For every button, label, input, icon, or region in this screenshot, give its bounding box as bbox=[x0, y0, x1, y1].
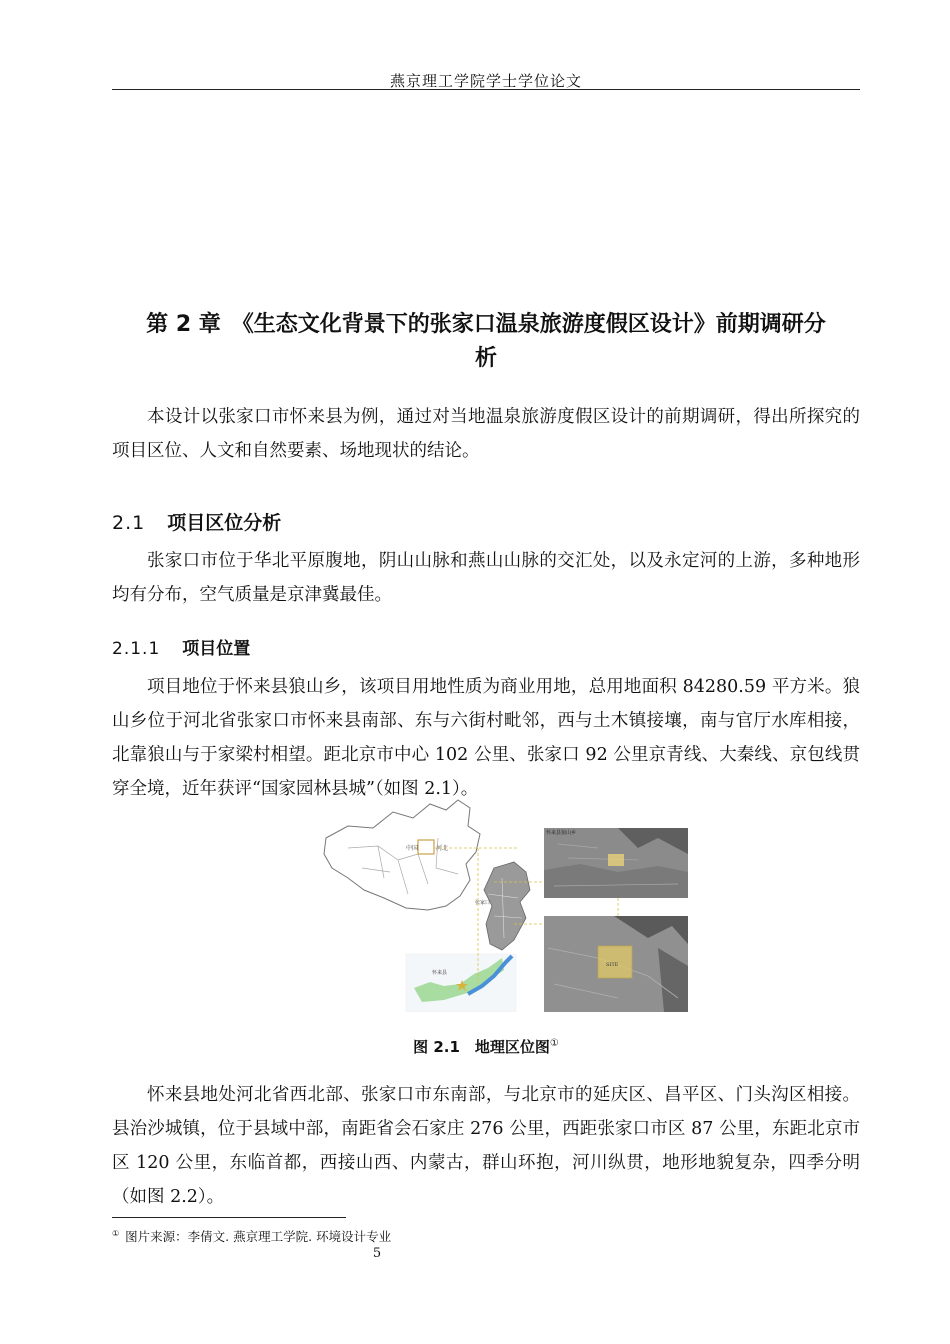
footnote-text: 图片来源：李倩文. 燕京理工学院. 环境设计专业 bbox=[125, 1229, 392, 1244]
section-2-1-heading bbox=[112, 508, 281, 535]
header-rule bbox=[112, 89, 860, 90]
section-2-1-1-heading bbox=[112, 634, 250, 659]
running-header: 燕京理工学院学士学位论文 bbox=[389, 72, 582, 90]
aerial-top-site bbox=[608, 854, 624, 866]
label-aerial: 怀来县狼山乡 bbox=[546, 830, 577, 836]
caption-footnote-mark: ① bbox=[549, 1038, 559, 1049]
label-hebei: 河北 bbox=[436, 845, 449, 852]
china-map bbox=[324, 800, 480, 910]
section-2-1-paragraph: 张家口市位于华北平原腹地，阴山山脉和燕山山脉的交汇处，以及永定河的上游，多种地形均有分布，空气质量是京津冀最佳。 bbox=[112, 551, 860, 605]
footnote-mark: ① bbox=[112, 1228, 120, 1238]
figure-caption bbox=[112, 1036, 860, 1057]
label-huailai: 怀来县 bbox=[432, 970, 448, 976]
page-number: 5 bbox=[372, 1246, 382, 1261]
hebei-map bbox=[484, 862, 530, 950]
label-china: 中国 bbox=[406, 845, 419, 852]
section-title: 项目位置 bbox=[182, 639, 251, 659]
chapter-title-line-1: 第 2 章 《生态文化背景下的张家口温泉旅游度假区设计》前期调研分 bbox=[146, 312, 826, 337]
section-title: 项目区位分析 bbox=[167, 512, 282, 534]
section-number: 2.1.1 bbox=[112, 639, 161, 659]
footnote bbox=[112, 1227, 391, 1245]
huailai-paragraph: 怀来县地处河北省西北部、张家口市东南部，与北京市的延庆区、昌平区、门头沟区相接。县治沙城镇，位于县域中部，南距省会石家庄 276 公里，西距张家口市区 87 公里，东距北京市区 120 公里，东临首都，西接山西、内蒙古，群山环抱，河川纵贯，地形地貌复杂，四季分明（如图 2.2）。 bbox=[112, 1085, 860, 1207]
chapter-title-line-2: 析 bbox=[474, 346, 497, 371]
section-2-1-1-paragraph: 项目地位于怀来县狼山乡，该项目用地性质为商业用地，总用地面积 84280.59 平方米。狼山乡位于河北省张家口市怀来县南部、东与六街村毗邻，西与土木镇接壤，南与官厅水库相接，北靠狼山与于家梁村相望。距北京市中心 102 公里、张家口 92 公里京青线、大秦线、京包线贯穿全境，近年获评“国家园林县城”（如图 2.1）。 bbox=[112, 677, 860, 799]
section-number: 2.1 bbox=[112, 512, 146, 534]
caption-text: 图 2.1 地理区位图 bbox=[413, 1038, 550, 1056]
chapter-title bbox=[112, 308, 860, 376]
footnote-rule bbox=[112, 1217, 346, 1218]
location-map-figure bbox=[318, 798, 692, 1012]
label-site: SITE bbox=[606, 962, 619, 968]
intro-paragraph: 本设计以张家口市怀来县为例，通过对当地温泉旅游度假区设计的前期调研，得出所探究的项目区位、人文和自然要素、场地现状的结论。 bbox=[112, 407, 860, 461]
label-zhangjiakou: 张家口 bbox=[475, 900, 491, 906]
